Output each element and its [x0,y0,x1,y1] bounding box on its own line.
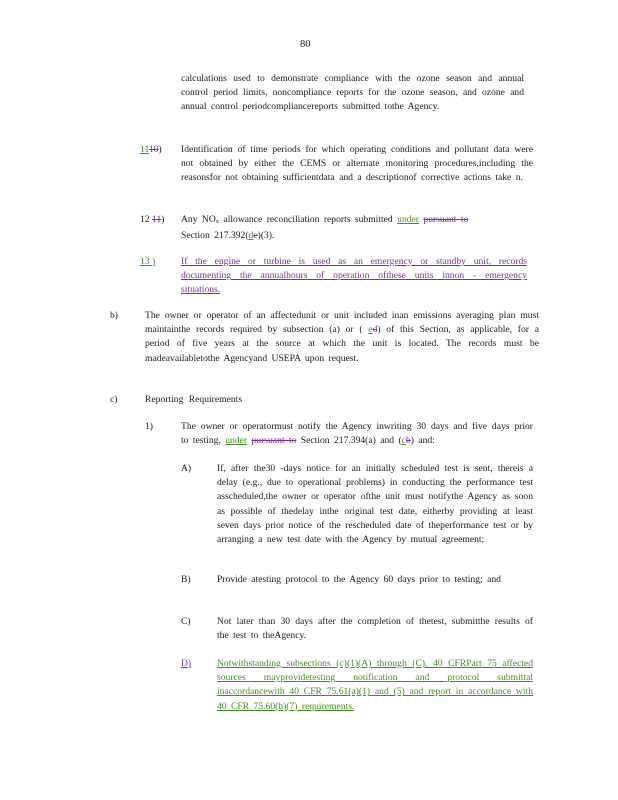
continuation-paragraph: calculations used to demonstrate compliance with the ozone season and annual control period limits, noncompliance reports for the ozone season, and ozone and annual control periodcompliancereports submitted tothe Agency. [181,73,524,113]
item-11-text: Identification of time periods for which operating conditions and pollutant data were not obtained by either the CEMS or alternate monitoring procedures,including the reasonsfor not obtaining sufficientdata and a descriptionof corrective actions take n. [181,144,533,184]
sub-d-label: D) [181,658,192,669]
inserted-text: c [401,435,406,447]
item-13-text: If the engine or turbine is used as an emergency or standby unit, records documenting the annualhours of operation ofthese units innon - emergency situations. [181,256,527,296]
inserted-text: under [225,435,248,447]
sub-b-text: Provide atesting protocol to the Agency 60 days prior to testing; and [217,574,501,585]
inserted-text: d [248,230,254,242]
section-c-label: c) [110,394,118,405]
sub-a-label: A) [181,463,192,474]
item-1-number: 1) [145,421,153,432]
section-c-heading: Reporting Requirements [145,394,243,405]
item-11-new-number: 11 [140,144,149,155]
deleted-text: b [405,435,411,447]
sub-b-label: B) [181,574,191,585]
inserted-text: e [368,324,373,336]
item-13-number: 13 ) [140,256,156,267]
deleted-text: pursuant to [251,435,297,447]
deleted-text: e [253,230,258,242]
page-number: 80 [300,39,311,50]
item-1-text: The owner or operatormust notify the Agency inwriting 30 days and five days prior to testing, under pursuant to Section 217.394(a) and (cb) and: [181,421,533,447]
item-11-old-number: 10 [148,144,159,155]
item-11-number: 1110) [140,144,162,155]
sub-c-label: C) [181,616,191,627]
sub-c-text: Not later than 30 days after the completion of thetest, submitthe results of the test to theAgency. [217,616,533,642]
section-b-label: b) [110,310,118,321]
inserted-text: under [397,214,419,225]
sub-a-text: If, after the30 -days notice for an initially scheduled test is sent, thereis a delay (e.g., due to operational problems) in conducting the performance test asscheduled,the owner or operator ofthe unit must notifythe Agency as soon as possible of thedelay inthe original test date, eitherby providing at least seven days prior notice of the rescheduled date of theperformance test or by arranging a new test date with the Agency by mutual agreement; [217,463,533,546]
item-12-old-number: 11 [152,214,162,225]
item-12-text: Any NOx allowance reconciliation reports submitted under pursuant to Section 217.392(de)(3). [181,214,469,242]
deleted-text: d [372,324,378,336]
deleted-text: pursuant to [423,214,469,225]
item-12-number: 12 11) [140,214,165,225]
sub-d-text: Notwithstanding subsections (c)(1)(A) through (C), 40 CFRPart 75 affected sources mayprovidetesting notification and protocol submittal inaccordancewith 40 CFR 75.61(a)(1) and (5) and report in accordance with 40 CFR 75.60(b)(7) requirements. [217,658,533,712]
section-b-text: The owner or operator of an affectedunit or unit included inan emissions averaging plan must maintainthe records required by subsection (a) or ( ed) of this Section, as applicable, for a period of five years at the source at which the unit is located. The records must be madeavailabletothe Agencyand USEPA upon request. [145,310,539,364]
